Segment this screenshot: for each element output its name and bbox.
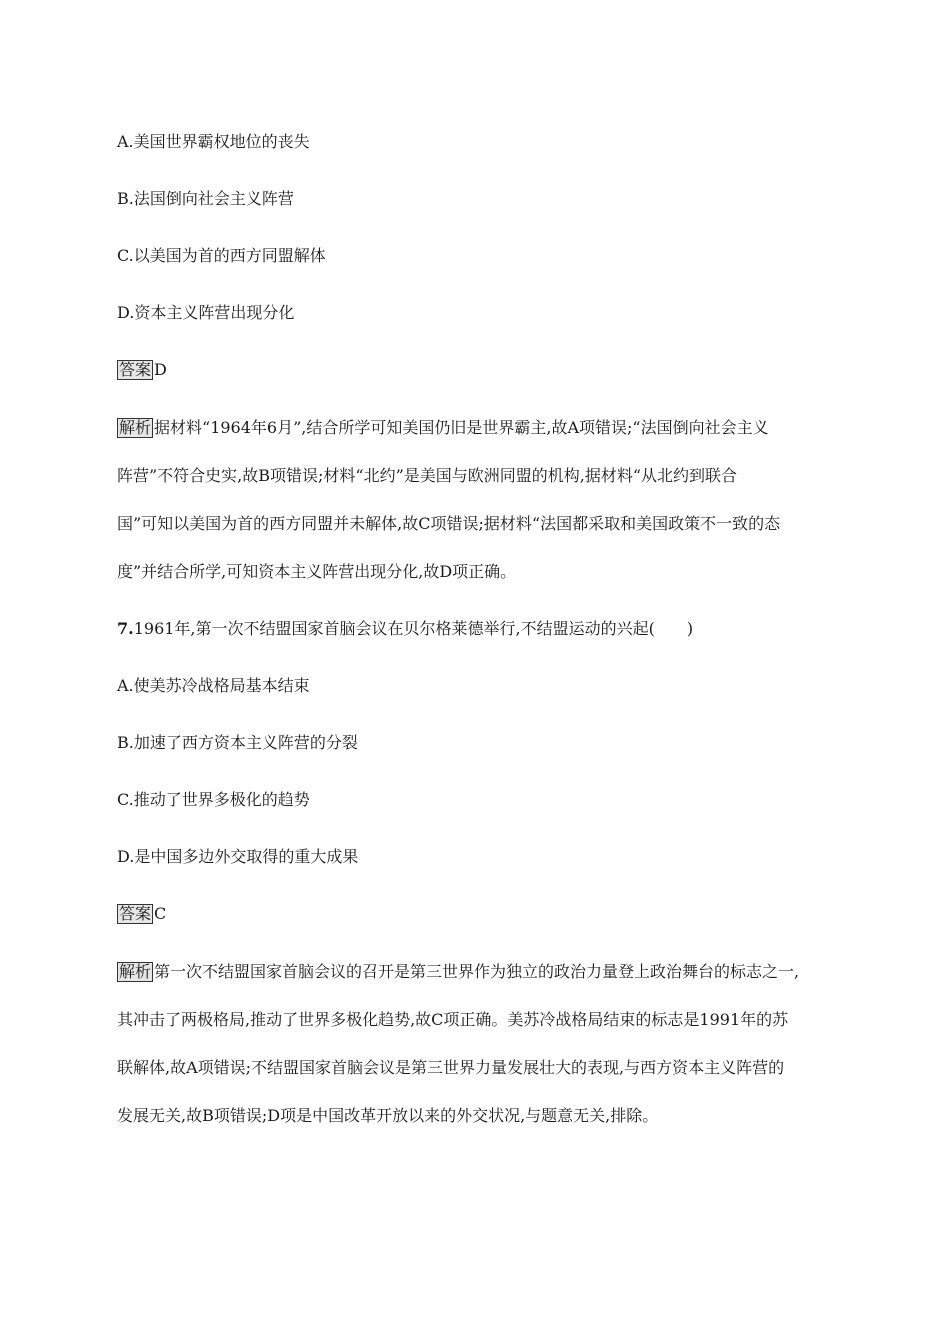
q6-option-d: D.资本主义阵营出现分化 xyxy=(117,303,295,322)
q7-option-d: D.是中国多边外交取得的重大成果 xyxy=(117,847,359,866)
answer-tag: 答案 xyxy=(119,360,152,379)
q6-answer xyxy=(117,360,167,380)
q6-analysis-line-1 xyxy=(117,418,769,438)
q7-option-b: B.加速了西方资本主义阵营的分裂 xyxy=(117,733,358,752)
analysis-text: 第一次不结盟国家首脑会议的召开是第三世界作为独立的政治力量登上政治舞台的标志之一, xyxy=(154,962,800,981)
answer-tag: 答案 xyxy=(119,904,152,923)
answer-value: D xyxy=(154,360,167,379)
q7-analysis-line-4: 发展无关,故B项错误;D项是中国改革开放以来的外交状况,与题意无关,排除。 xyxy=(117,1106,659,1125)
q6-option-a: A.美国世界霸权地位的丧失 xyxy=(117,132,310,151)
q7-option-c: C.推动了世界多极化的趋势 xyxy=(117,790,310,809)
q7-analysis-line-3: 联解体,故A项错误;不结盟国家首脑会议是第三世界力量发展壮大的表现,与西方资本主义阵营的 xyxy=(117,1058,785,1077)
question-number: 7. xyxy=(117,619,134,638)
q6-analysis-line-4: 度”并结合所学,可知资本主义阵营出现分化,故D项正确。 xyxy=(117,562,517,581)
q6-option-b: B.法国倒向社会主义阵营 xyxy=(117,189,294,208)
answer-value: C xyxy=(154,904,167,923)
q6-analysis-line-3: 国”可知以美国为首的西方同盟并未解体,故C项错误;据材料“法国都采取和美国政策不一致的态 xyxy=(117,514,781,533)
q7-analysis-line-1 xyxy=(117,962,799,982)
q7-stem xyxy=(117,619,693,639)
question-text: 1961年,第一次不结盟国家首脑会议在贝尔格莱德举行,不结盟运动的兴起( ) xyxy=(133,619,694,638)
q7-analysis-line-2: 其冲击了两极格局,推动了世界多极化趋势,故C项正确。美苏冷战格局结束的标志是1991年的苏 xyxy=(117,1010,789,1029)
analysis-text: 据材料“1964年6月”,结合所学可知美国仍旧是世界霸主,故A项错误;“法国倒向社会主义 xyxy=(154,418,769,437)
analysis-tag: 解析 xyxy=(119,418,152,437)
q6-analysis-line-2: 阵营”不符合史实,故B项错误;材料“北约”是美国与欧洲同盟的机构,据材料“从北约到联合 xyxy=(117,466,738,485)
q6-option-c: C.以美国为首的西方同盟解体 xyxy=(117,246,326,265)
q7-answer xyxy=(117,904,166,924)
q7-option-a: A.使美苏冷战格局基本结束 xyxy=(117,676,310,695)
analysis-tag: 解析 xyxy=(119,962,152,981)
